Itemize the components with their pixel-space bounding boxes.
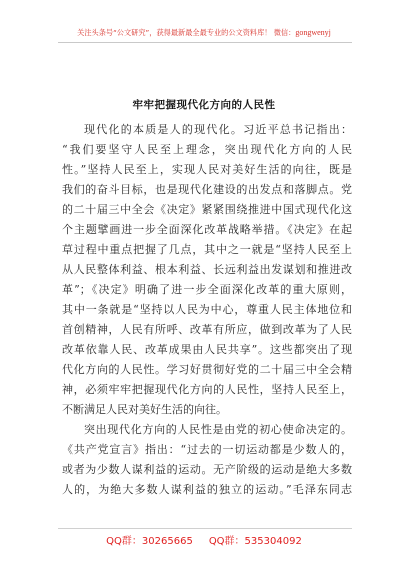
- text-line: 性。”坚持人民至上，实现人民对美好生活的向往，既是: [62, 163, 352, 176]
- text-line: 或者为少数人谋利益的运动。无产阶级的运动是绝大多数: [62, 463, 352, 476]
- text-line: “我们要坚守人民至上理念，突出现代化方向的人民: [62, 143, 352, 156]
- text-line: 《共产党宣言》指出：“过去的一切运动都是少数人的，: [62, 443, 352, 456]
- text-line: 首创精神，人民有所呼、改革有所应，做到改革为了人民: [62, 323, 352, 336]
- text-line: 的二十届三中全会《决定》紧紧围绕推进中国式现代化这: [62, 203, 352, 216]
- text-line: 突出现代化方向的人民性是由党的初心使命决定的。: [84, 423, 352, 436]
- promo-text: 关注头条号“公文研究”，获得最新最全最专业的公文资料库！ 微信：: [77, 28, 296, 37]
- footer-contact: [0, 532, 408, 547]
- text-line: 从人民整体利益、根本利益、长远利益出发谋划和推进改: [62, 263, 352, 276]
- text-line: 草过程中重点把握了几点，其中之一就是“坚持人民至上: [62, 243, 352, 256]
- text-line: 改革依靠人民、改革成果由人民共享”。这些都突出了现: [62, 343, 352, 356]
- text-line: 现代化的本质是人的现代化。习近平总书记指出：: [84, 123, 352, 136]
- text-line: 不断满足人民对美好生活的向往。: [62, 403, 227, 416]
- wechat-id: gongwenyj: [295, 28, 331, 37]
- text-line: 神，必须牢牢把握现代化方向的人民性，坚持人民至上，: [62, 383, 352, 396]
- text-line: 我们的奋斗目标，也是现代化建设的出发点和落脚点。党: [62, 183, 352, 196]
- text-line: 人的，为绝大多数人谋利益的独立的运动。”毛泽东同志: [62, 483, 352, 496]
- qq-group-2: QQ群：535304092: [208, 536, 302, 547]
- document-body: [62, 120, 352, 500]
- text-line: 革”；《决定》明确了进一步全面深化改革的重大原则，: [62, 283, 352, 296]
- qq-group-1: QQ群：30265665: [106, 536, 193, 547]
- promo-banner: [0, 28, 408, 38]
- header-divider: [58, 42, 352, 43]
- paragraph-2: [62, 420, 352, 500]
- paragraph-1: [62, 120, 352, 420]
- text-line: 个主题擘画进一步全面深化改革战略举措。《决定》在起: [62, 223, 352, 236]
- text-line: 其中一条就是“坚持以人民为中心，尊重人民主体地位和: [62, 303, 352, 316]
- footer-divider: [58, 528, 352, 529]
- document-title: 牢牢把握现代化方向的人民性: [132, 99, 276, 111]
- text-line: 代化方向的人民性。学习好贯彻好党的二十届三中全会精: [62, 363, 352, 376]
